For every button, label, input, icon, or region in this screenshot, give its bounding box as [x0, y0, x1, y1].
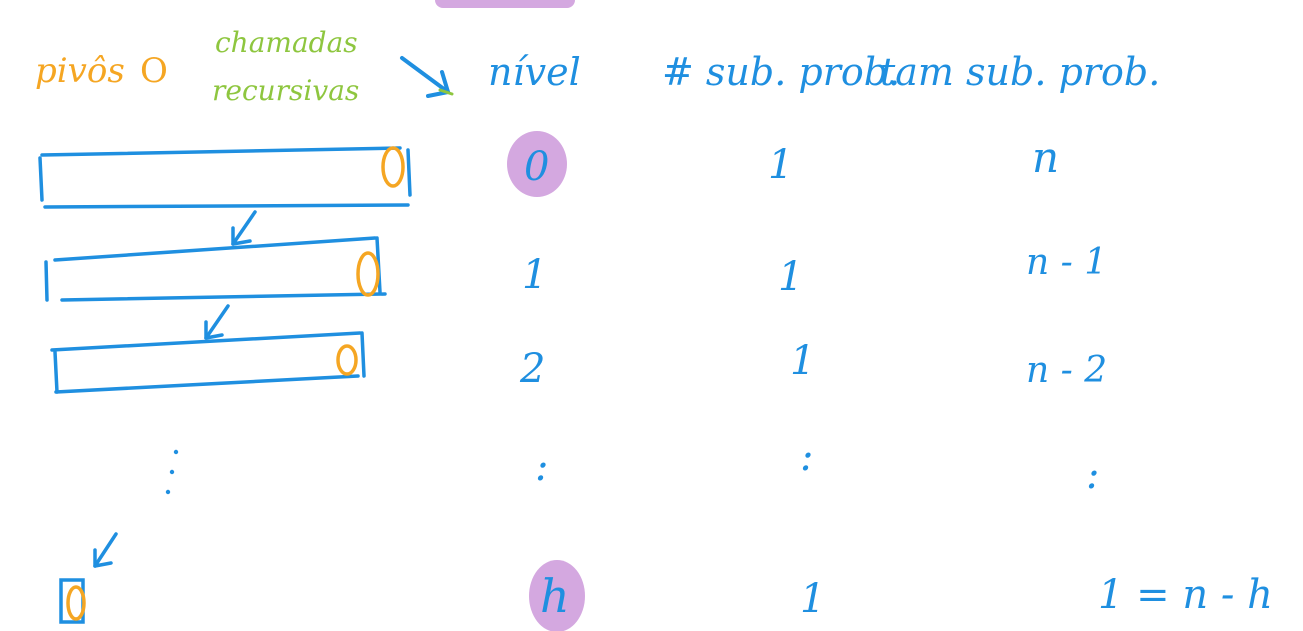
row-3-size: : [1086, 452, 1100, 498]
array-level-1 [46, 238, 385, 300]
row-3-count: : [800, 434, 814, 480]
row-0-size: n [1032, 133, 1060, 182]
pivot-symbol: O [140, 51, 168, 91]
down-arrow-icon [233, 212, 255, 244]
row-h-count: 1 [800, 576, 826, 622]
row-2-size: n - 2 [1026, 350, 1108, 391]
row-0-count: 1 [768, 142, 794, 188]
row-1-level: 1 [522, 252, 548, 298]
recursive-calls-label-line1: chamadas [215, 26, 358, 59]
row-1-count: 1 [778, 254, 804, 300]
row-0-level: 0 [524, 144, 550, 190]
row-2-count: 1 [790, 338, 816, 384]
down-arrow-icon [206, 306, 228, 338]
row-h-level: h [540, 569, 570, 623]
pivots-label: pivôs [35, 51, 125, 91]
recursive-calls-label-line2: recursivas [212, 74, 360, 107]
header-level: nível [488, 50, 581, 94]
down-arrow-icon [95, 534, 116, 566]
row-2-level: 2 [520, 346, 546, 392]
row-h-size: 1 = n - h [1098, 572, 1273, 618]
array-level-0 [40, 148, 410, 207]
pivot-circle-level-2 [338, 346, 356, 374]
top-highlight-mark [435, 0, 575, 8]
pivot-circle-level-1 [358, 253, 378, 295]
ellipsis-icon [166, 450, 178, 494]
header-subproblem-size: tam sub. prob. [880, 50, 1161, 94]
row-3-level: : [535, 444, 549, 490]
header-num-subproblems: # sub. prob. [662, 50, 901, 94]
pivot-circle-level-0 [383, 148, 403, 186]
array-level-2 [52, 333, 364, 392]
row-1-size: n - 1 [1026, 242, 1108, 283]
